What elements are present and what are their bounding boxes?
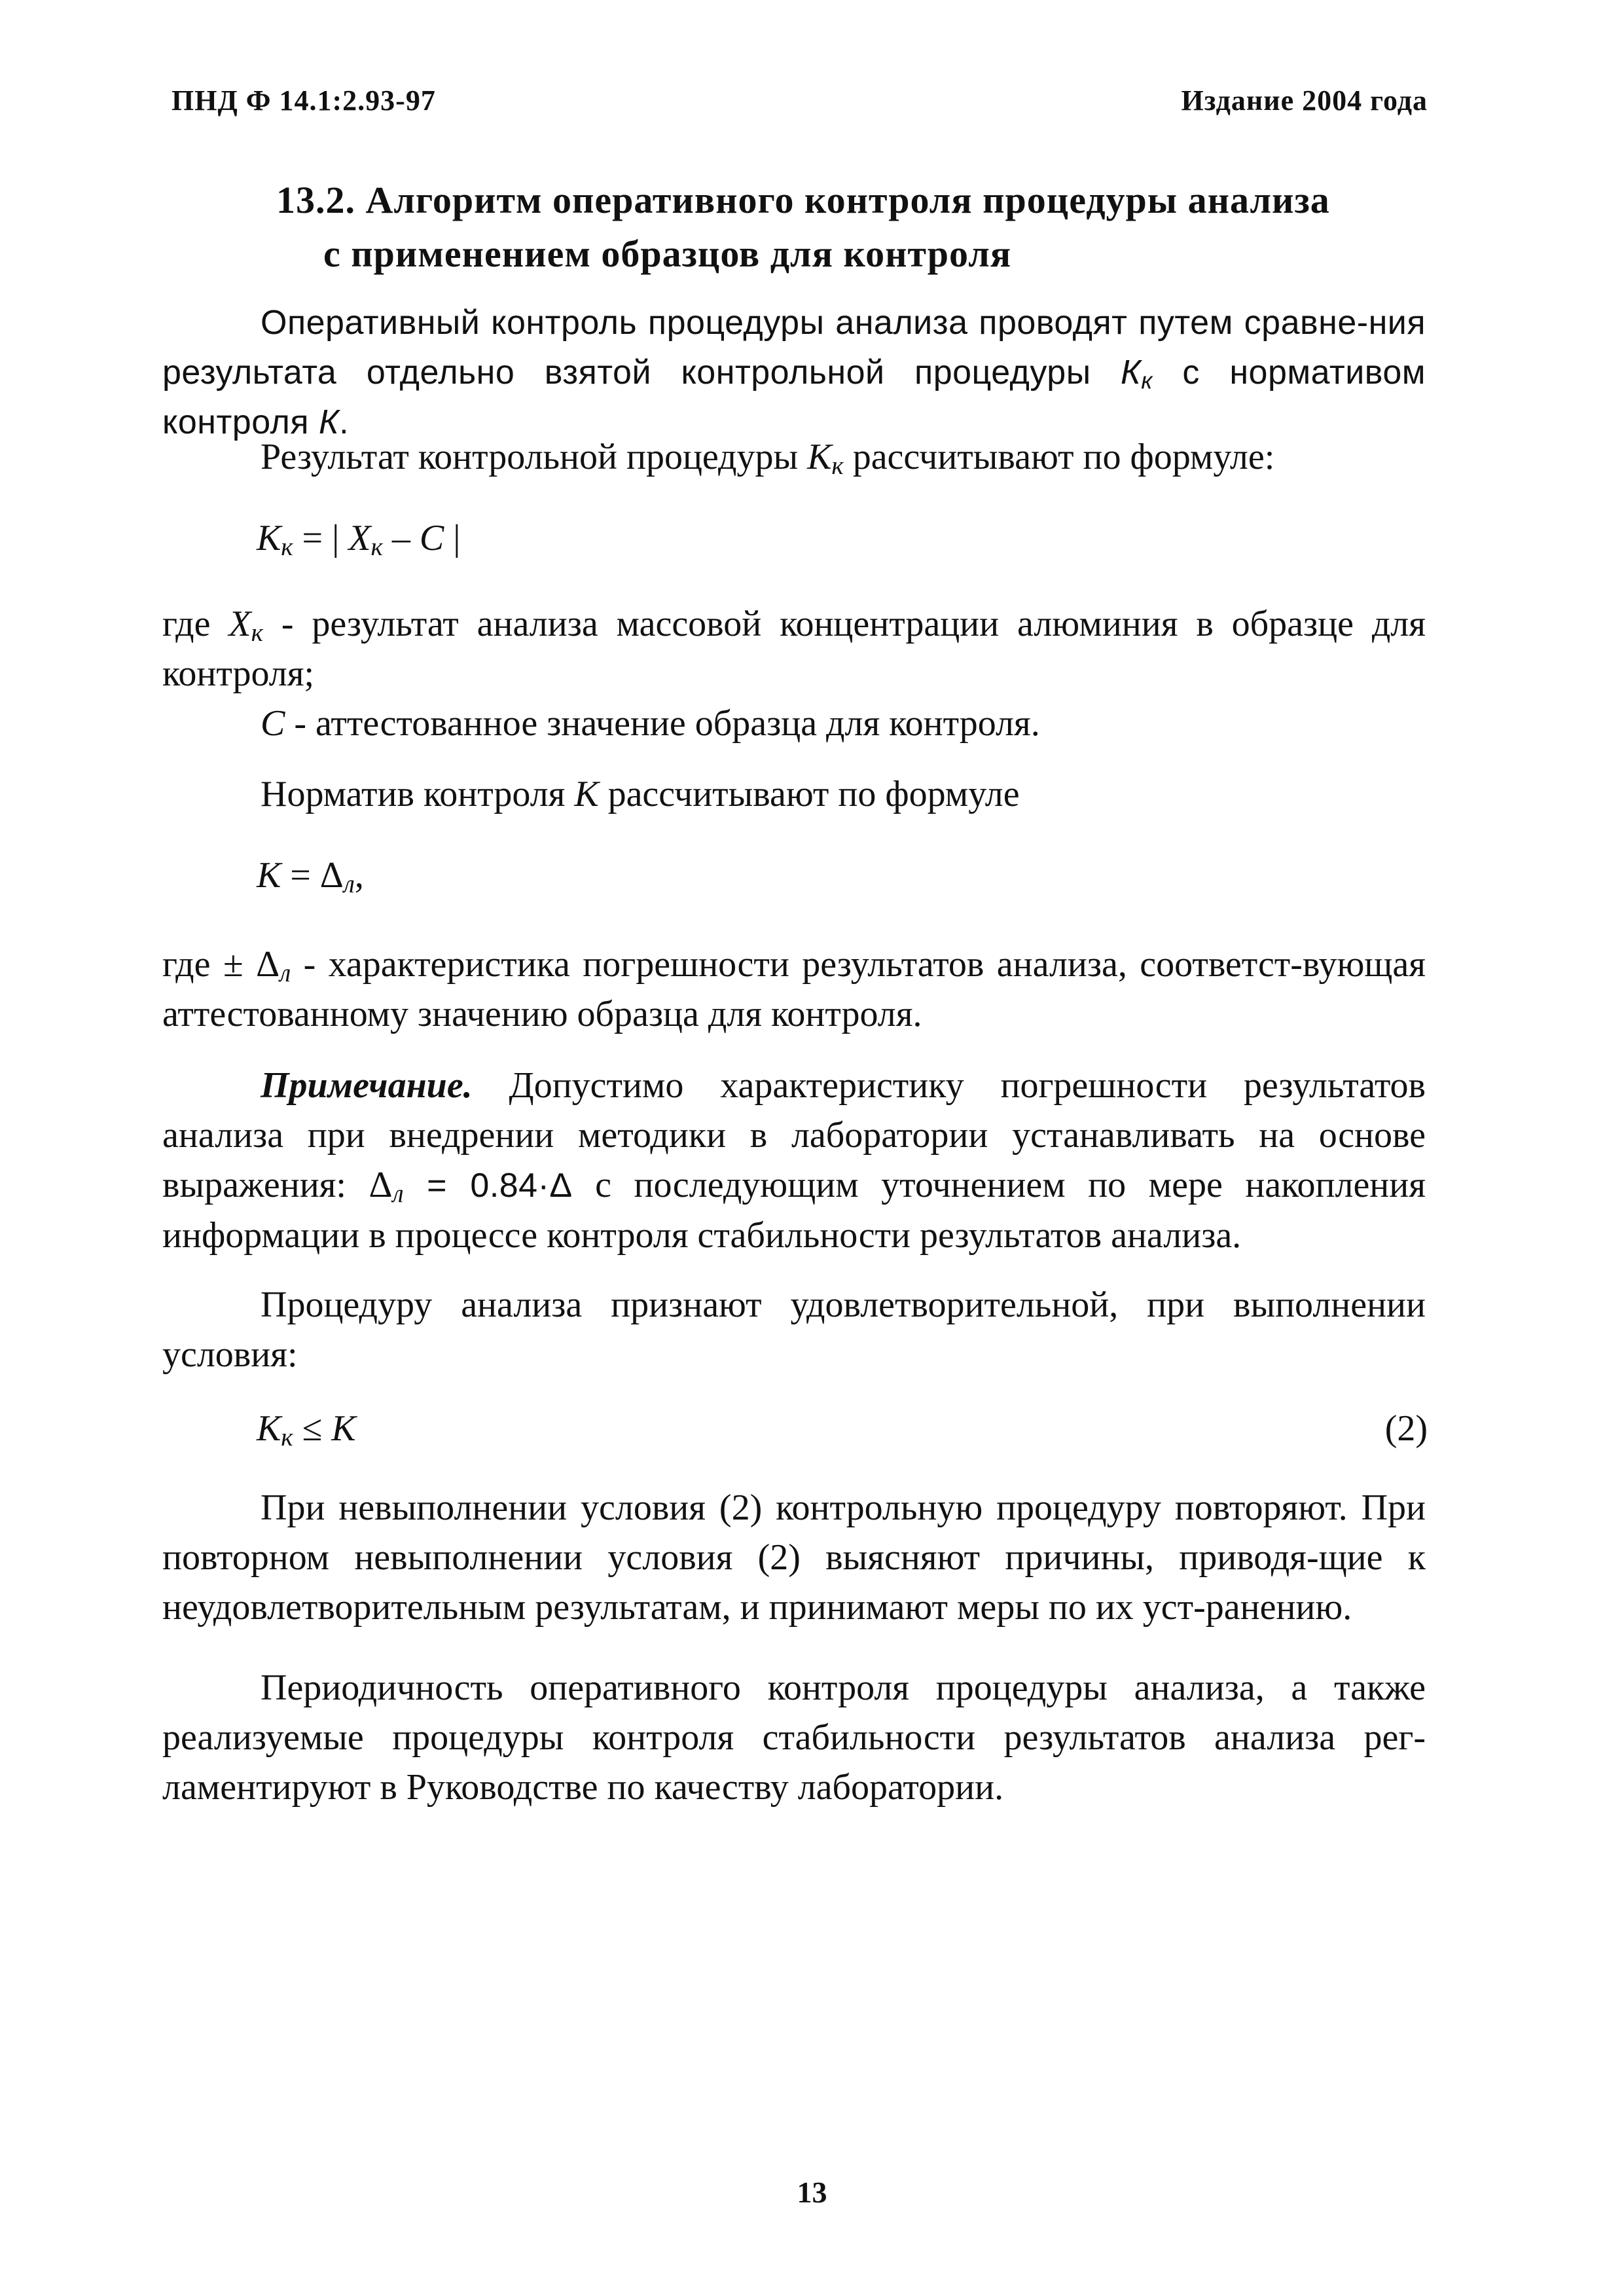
paragraph-periodicity: Периодичность оперативного контроля процедуры анализа, а также реализуемые процедуры контроля стабильности результатов анализа рег-ламентируют в Руководстве по качеству лаборатории.: [162, 1667, 1426, 1808]
page-number: 13: [797, 2176, 827, 2209]
formula-k: К = Δл,: [257, 855, 364, 898]
edition-label: Издание 2004 года: [1181, 84, 1428, 117]
paragraph-condition: Процедуру анализа признают удовлетворительной, при выполнении условия:: [162, 1285, 1426, 1375]
equation-number: (2): [1384, 1408, 1428, 1449]
document-code: ПНД Ф 14.1:2.93-97: [171, 84, 436, 117]
paragraph-repeat: При невыполнении условия (2) контрольную процедуру повторяют. При повторном невыполнении условия (2) выясняют причины, приводя-щие к неудовлетворительным результатам, и принимают меры по их уст-ранению.: [162, 1487, 1426, 1628]
note-paragraph: Примечание. Допустимо характеристику погрешности результатов анализа при внедрении методики в лаборатории устанавливать на основе выражения: Δл = 0.84·Δ с последующим уточнением по мере накопления информации в процессе контроля стабильности результатов анализа.: [162, 1065, 1426, 1256]
section-title-line-2: с применением образцов для контроля: [323, 232, 1012, 275]
where-block-1: где Xк - результат анализа массовой концентрации алюминия в образце для контроля; С - аттестованное значение образца для контроля.: [162, 604, 1426, 744]
where-block-2: где ± Δл - характеристика погрешности результатов анализа, соответст-вующая аттестованному значению образца для контроля.: [162, 944, 1426, 1034]
paragraph-result-formula-intro: Результат контрольной процедуры Кк рассчитывают по формуле:: [261, 437, 1275, 480]
paragraph-norm-formula-intro: Норматив контроля К рассчитывают по формуле: [261, 774, 1020, 814]
note-label: Примечание.: [261, 1065, 473, 1106]
section-title-line-1: 13.2. Алгоритм оперативного контроля процедуры анализа: [276, 179, 1330, 221]
section-title: [171, 173, 1428, 281]
formula-condition: Кк ≤ К: [257, 1408, 356, 1451]
paragraph-intro: Оперативный контроль процедуры анализа проводят путем сравне-ния результата отдельно взятой контрольной процедуры $К_к$ с нормативом контроля К.: [162, 304, 1426, 441]
formula-kk: Кк = | Xк – C |: [257, 518, 461, 561]
